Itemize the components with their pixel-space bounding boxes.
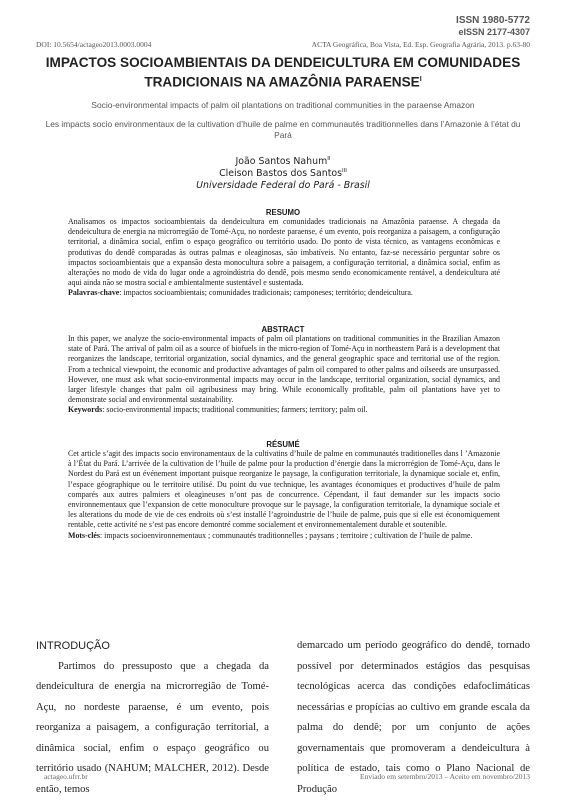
resume-keywords-list: : impacts socioenvironnementaux ; communautés traditionnelles ; paysans ; territoire ; cultivation de l’huile de palme. [100,530,473,540]
institution: Universidade Federal do Pará - Brasil [196,180,370,191]
author-1-note: II [327,156,331,162]
paper-title [30,54,536,91]
resumo-keywords-list: : impactos socioambientais; comunidades tradicionais; camponeses; território; dendeicultura. [119,288,413,298]
author-2-name: Cleison Bastos dos Santos [219,168,342,180]
introduction-heading: INTRODUÇÃO [36,640,110,652]
footer-website: actageo.ufrr.br [44,772,88,781]
author-2 [0,168,566,179]
resume-block [68,449,500,541]
resumo-keywords-label: Palavras-chave [68,288,120,298]
title-footnote-mark: I [419,76,422,83]
author-1 [0,156,566,167]
abstract-text: In this paper, we analyze the socio-environmental impacts of palm oil plantations on traditional communities in the Brazilian Amazon state of Pará. The arrival of palm oil as a source of biofuels in the micro-region of Tomé-Açu in northeastern Pará is a development that reorganizes the landscape, territorial organization, social dynamics, and the general geographic space and territorial use of the region. From a technical viewpoint, the economic and productive advantages of palm oil compared to other palms and oilseeds are unsurpassed. However, one must ask what socio-environmental impacts may occur in the landscape, territorial organization, social dynamics, and larger lifestyle changes that palm oil agribusiness may bring. While economically profitable, palm oil plantations have yet to demonstrate social and environmental sustainability. [68,334,500,405]
resume-heading: RÉSUMÉ [266,440,300,449]
subtitle-english: Socio-environmental impacts of palm oil plantations on traditional communities in the paraense Amazon [91,100,475,110]
resume-keywords [68,531,473,540]
issn: ISSN 1980-5772 [456,15,530,26]
eissn: eISSN 2177-4307 [458,27,530,37]
resumo-block [68,217,500,299]
journal-reference: ACTA Geográfica, Boa Vista, Ed. Esp. Geografia Agrária, 2013. p.63-80 [311,40,530,49]
resumo-keywords [68,288,413,297]
introduction-paragraph-right: demarcado um período geográfico do dendê, tornado possível por determinados estágios das pesquisas tecnológicas acerca das condições edafoclimáticas necessárias e propícias ao cultivo em grande escala da palma do dendê; por um conjunto de ações governamentais que promoveram a dendeicultura à política de estado, tais como o Plano Nacional de Produção [297,640,530,795]
abstract-keywords-label: Keywords [68,405,103,415]
title-line-2: TRADICIONAIS NA AMAZÔNIA PARAENSE [144,74,420,90]
subtitle-french: Les impacts socio environmentaux de la cultivation d’huile de palme en communautés traditionnelles dans l’Amazonie à l’état du Pará [45,119,521,140]
abstract-heading: ABSTRACT [261,325,305,334]
footer-dates: Enviado em setembro/2013 – Aceito em novembro/2013 [360,772,530,781]
introduction-paragraph-left: Partimos do pressuposto que a chegada da dendeicultura de energia na microrregião de Tomé-Açu, no nordeste paraense, é um evento, pois reorganiza a paisagem, a configuração territorial, a dinâmica social, enfim o espaço geográfico ou território usado (NAHUM; MALCHER, 2012). Desde então, temos [36,660,269,795]
resumo-heading: RESUMO [265,208,301,217]
abstract-keywords-list: : socio-environmental impacts; traditional communities; farmers; territory; palm oil. [102,405,368,415]
abstract-block [68,334,500,416]
resumo-text: Analisamos os impactos socioambientais da dendeicultura em comunidades tradicionais na Amazônia paraense. A chegada da dendeicultura de energia na microrregião de Tomé-Açu, no nordeste paraense, é um evento, pois reorganiza a paisagem, a configuração territorial, a dinâmica social, enfim o espaço geográfico ou território usado. Do ponto de vista técnico, as vantagens econômicas e produtivas do dendê comparadas às outras palmas e oleaginosas, são imbatíveis. No entanto, faz-se necessário perguntar sobre os impactos socioambientais que a expansão desta monocultura sobre a paisagem, a configuração territorial, a dinâmica social, enfim as alterações no modo de vida do lugar onde a agroindústria do dendê, pois mesmo sendo economicamente rentável, a dendeicultura até aqui ainda não se mostra social e ambientalmente sustentável e sustentada. [68,217,500,288]
doi: DOI: 10.5654/actageo2013.0003.0004 [36,40,152,49]
abstract-keywords [68,405,368,414]
resume-keywords-label: Mots-clés [68,530,100,540]
resume-text: Cet article s’agit des impacts socio environamentaux de la cultivatins d’huile de palme en communautés traditionelles dans l ’Amazonie à l’État du Pará. L’arrivée de la cultivation de l’huile de palme pour la production d’énergie dans la microrrégion de Tomé-Açu, dans le Nordest du Pará est un événement important puisque reorganize le paysage, la configuration territoriale, la dynamique sociale et, enfin, l’espace géographique ou le territoire utilisé. Du point du vue technique, les avantages économiques et productives d’huile de palm comparés aux autres palmiers et oleagineuses n’ont pas de concurrence. Cépendant, il faut demander sur les impacts socio environnementaux que l’expansion de cette monoculture provoque sur le paysage, la configuration territoriale, la dynamique sociale et les alterations du mode de vie de ces endroits où s’est installé l’agroindustrie de l’huile de palme, puis que si elle est économiquement rentable, cette activité ne s’est pas encore demontré comme socialement et environnementalement durable et soutenible. [68,449,500,530]
title-line-1: IMPACTOS SOCIOAMBIENTAIS DA DENDEICULTURA EM COMUNIDADES [45,55,521,70]
author-2-note: III [342,168,347,174]
author-1-name: João Santos Nahum [235,156,328,168]
